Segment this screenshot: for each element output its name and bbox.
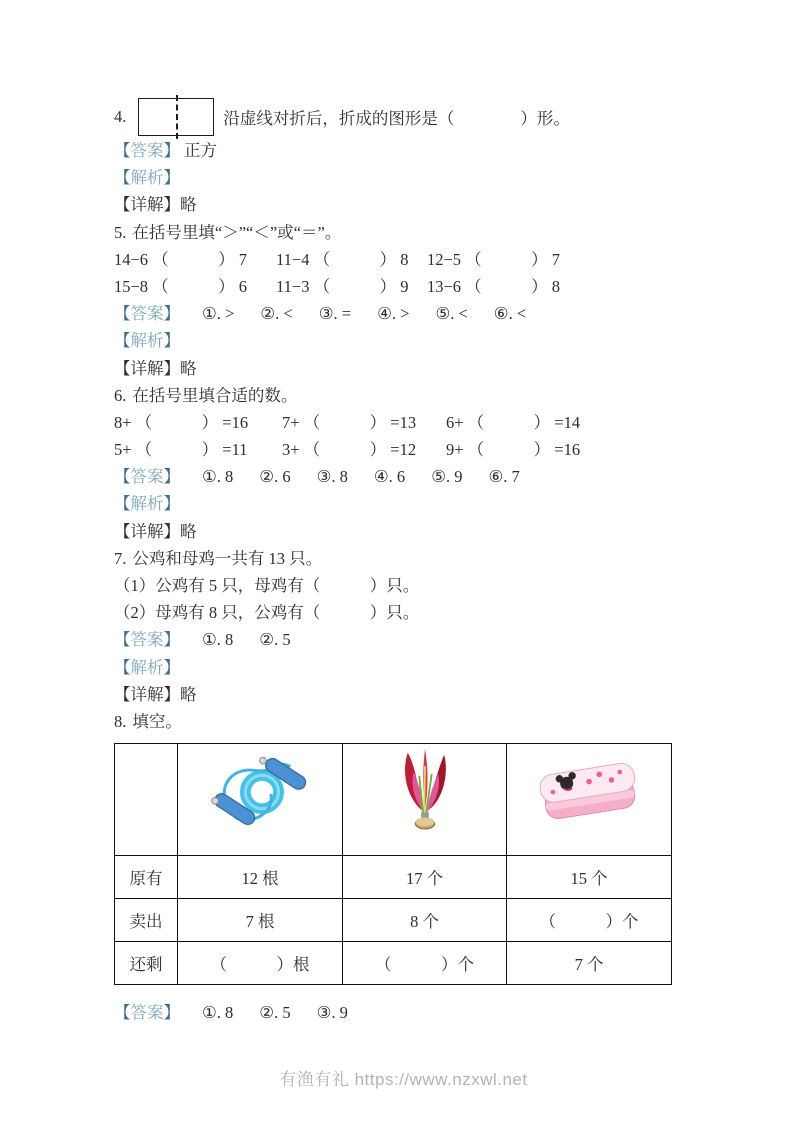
question-8-number: 8. [114, 711, 127, 731]
question-6-answer-line [114, 463, 693, 490]
answer-value: 正方 [184, 141, 217, 160]
question-5-text: 在括号里填“＞”“＜”或“＝”。 [132, 222, 342, 242]
expression: 15−8 （ ） 6 [114, 276, 248, 296]
question-5-analysis-line [114, 327, 693, 354]
question-6-text: 在括号里填合适的数。 [132, 385, 298, 405]
expression: 3+ （ ） =12 [282, 440, 417, 460]
question-6-row-1 [114, 409, 693, 436]
answer-items [202, 300, 526, 327]
detail-value: 略 [180, 684, 197, 704]
question-7-text: 公鸡和母鸡一共有 13 只。 [132, 548, 323, 568]
detail-value: 略 [180, 195, 197, 215]
jump-rope-image [178, 744, 342, 855]
answer-label: 【答案】 [114, 1003, 180, 1023]
answer-item: ⑤. 9 [431, 467, 463, 487]
answer-item: ④. 6 [373, 467, 406, 487]
dashed-fold-line [176, 95, 178, 139]
question-5-title [114, 219, 693, 246]
answer-item: ②. 5 [259, 1003, 291, 1023]
answer-item: ②. < [260, 304, 293, 324]
detail-label: 【详解】 [114, 358, 180, 378]
analysis-label: 【解析】 [114, 168, 180, 188]
question-6-analysis-line [114, 490, 693, 517]
answer-items [202, 999, 348, 1026]
question-7-sub-2: （2）母鸡有 8 只，公鸡有（ ）只。 [114, 603, 420, 623]
table-cell: 8 个 [343, 899, 507, 942]
detail-label: 【详解】 [114, 684, 180, 704]
table-cell: （ ）根 [178, 942, 343, 985]
question-7-title [114, 545, 693, 572]
answer-items [202, 626, 291, 653]
table-cell: 15 个 [507, 856, 672, 899]
analysis-label: 【解析】 [114, 657, 180, 677]
answer-item: ①. 8 [202, 1003, 234, 1023]
table-cell [343, 744, 507, 856]
pencil-case-image [507, 744, 671, 855]
detail-label: 【详解】 [114, 521, 180, 541]
answer-label: 【答案】 [114, 141, 180, 160]
table-row-label: 还剩 [115, 942, 178, 985]
shuttlecock-image [343, 744, 506, 855]
table-cell: （ ）个 [507, 899, 672, 942]
table-cell: 7 根 [178, 899, 343, 942]
answer-item: ②. 5 [259, 630, 291, 650]
answer-item: ④. > [377, 304, 410, 324]
question-4-text: 沿虚线对折后，折成的图形是（ ）形。 [223, 109, 570, 128]
table-row [115, 856, 672, 899]
answer-item: ②. 6 [259, 467, 291, 487]
question-7-detail-line [114, 681, 693, 708]
question-5-answer-line [114, 300, 693, 327]
answer-items [202, 463, 520, 490]
question-4 [114, 97, 693, 137]
fill-in-table [114, 743, 672, 985]
question-4-answer-line [114, 137, 693, 164]
question-7-sub-1: （1）公鸡有 5 只，母鸡有（ ）只。 [114, 576, 420, 595]
expression: 6+ （ ） =14 [446, 412, 581, 432]
table-cell [178, 744, 343, 856]
table-row-label: 原有 [115, 856, 178, 899]
table-row-label: 卖出 [115, 899, 178, 942]
answer-item: ③. 9 [316, 1003, 348, 1023]
expression: 9+ （ ） =16 [446, 440, 581, 460]
answer-label: 【答案】 [114, 467, 180, 487]
question-5-number: 5. [114, 222, 127, 242]
analysis-label: 【解析】 [114, 331, 180, 351]
detail-value: 略 [180, 358, 197, 378]
question-8-text: 填空。 [132, 711, 182, 731]
table-cell: （ ）个 [343, 942, 507, 985]
question-6-title [114, 382, 693, 409]
answer-item: ①. 8 [202, 630, 234, 650]
expression: 5+ （ ） =11 [114, 440, 248, 460]
question-6-detail-line [114, 518, 693, 545]
answer-item: ⑥. 7 [488, 467, 520, 487]
table-image-row [115, 744, 672, 856]
question-6-number: 6. [114, 385, 127, 405]
expression: 7+ （ ） =13 [282, 412, 417, 432]
detail-value: 略 [180, 521, 197, 541]
table-cell: 7 个 [507, 942, 672, 985]
table-cell: 17 个 [343, 856, 507, 899]
table-cell [507, 744, 672, 856]
footer-watermark: 有渔有礼 https://www.nzxwl.net [279, 1070, 528, 1090]
answer-label: 【答案】 [114, 630, 180, 650]
question-8-answer-line [114, 999, 693, 1026]
expression: 11−4 （ ） 8 [276, 249, 409, 269]
question-5-row-1 [114, 246, 693, 273]
answer-item: ①. 8 [202, 467, 234, 487]
fold-rectangle-icon [138, 98, 214, 136]
table-empty-cell [115, 744, 178, 856]
analysis-label: 【解析】 [114, 494, 180, 514]
expression: 11−3 （ ） 9 [276, 276, 409, 296]
question-7-answer-line [114, 626, 693, 653]
question-7-number: 7. [114, 548, 127, 568]
question-4-analysis-line [114, 164, 693, 191]
question-5-row-2 [114, 273, 693, 300]
expression: 13−6 （ ） 8 [427, 276, 561, 296]
answer-item: ③. 8 [316, 467, 348, 487]
question-4-number: 4. [114, 107, 127, 126]
table-row [115, 899, 672, 942]
question-6-row-2 [114, 436, 693, 463]
question-5-detail-line [114, 355, 693, 382]
answer-item: ③. = [318, 304, 352, 324]
table-cell: 12 根 [178, 856, 343, 899]
detail-label: 【详解】 [114, 195, 180, 215]
table-row [115, 942, 672, 985]
question-4-detail-line [114, 191, 693, 218]
question-7-analysis-line [114, 654, 693, 681]
answer-label: 【答案】 [114, 304, 180, 324]
answer-item: ⑤. < [435, 304, 468, 324]
expression: 8+ （ ） =16 [114, 412, 249, 432]
answer-item: ①. > [202, 304, 235, 324]
expression: 12−5 （ ） 7 [427, 249, 561, 269]
answer-item: ⑥. < [493, 304, 527, 324]
question-8-title [114, 708, 693, 735]
expression: 14−6 （ ） 7 [114, 249, 248, 269]
